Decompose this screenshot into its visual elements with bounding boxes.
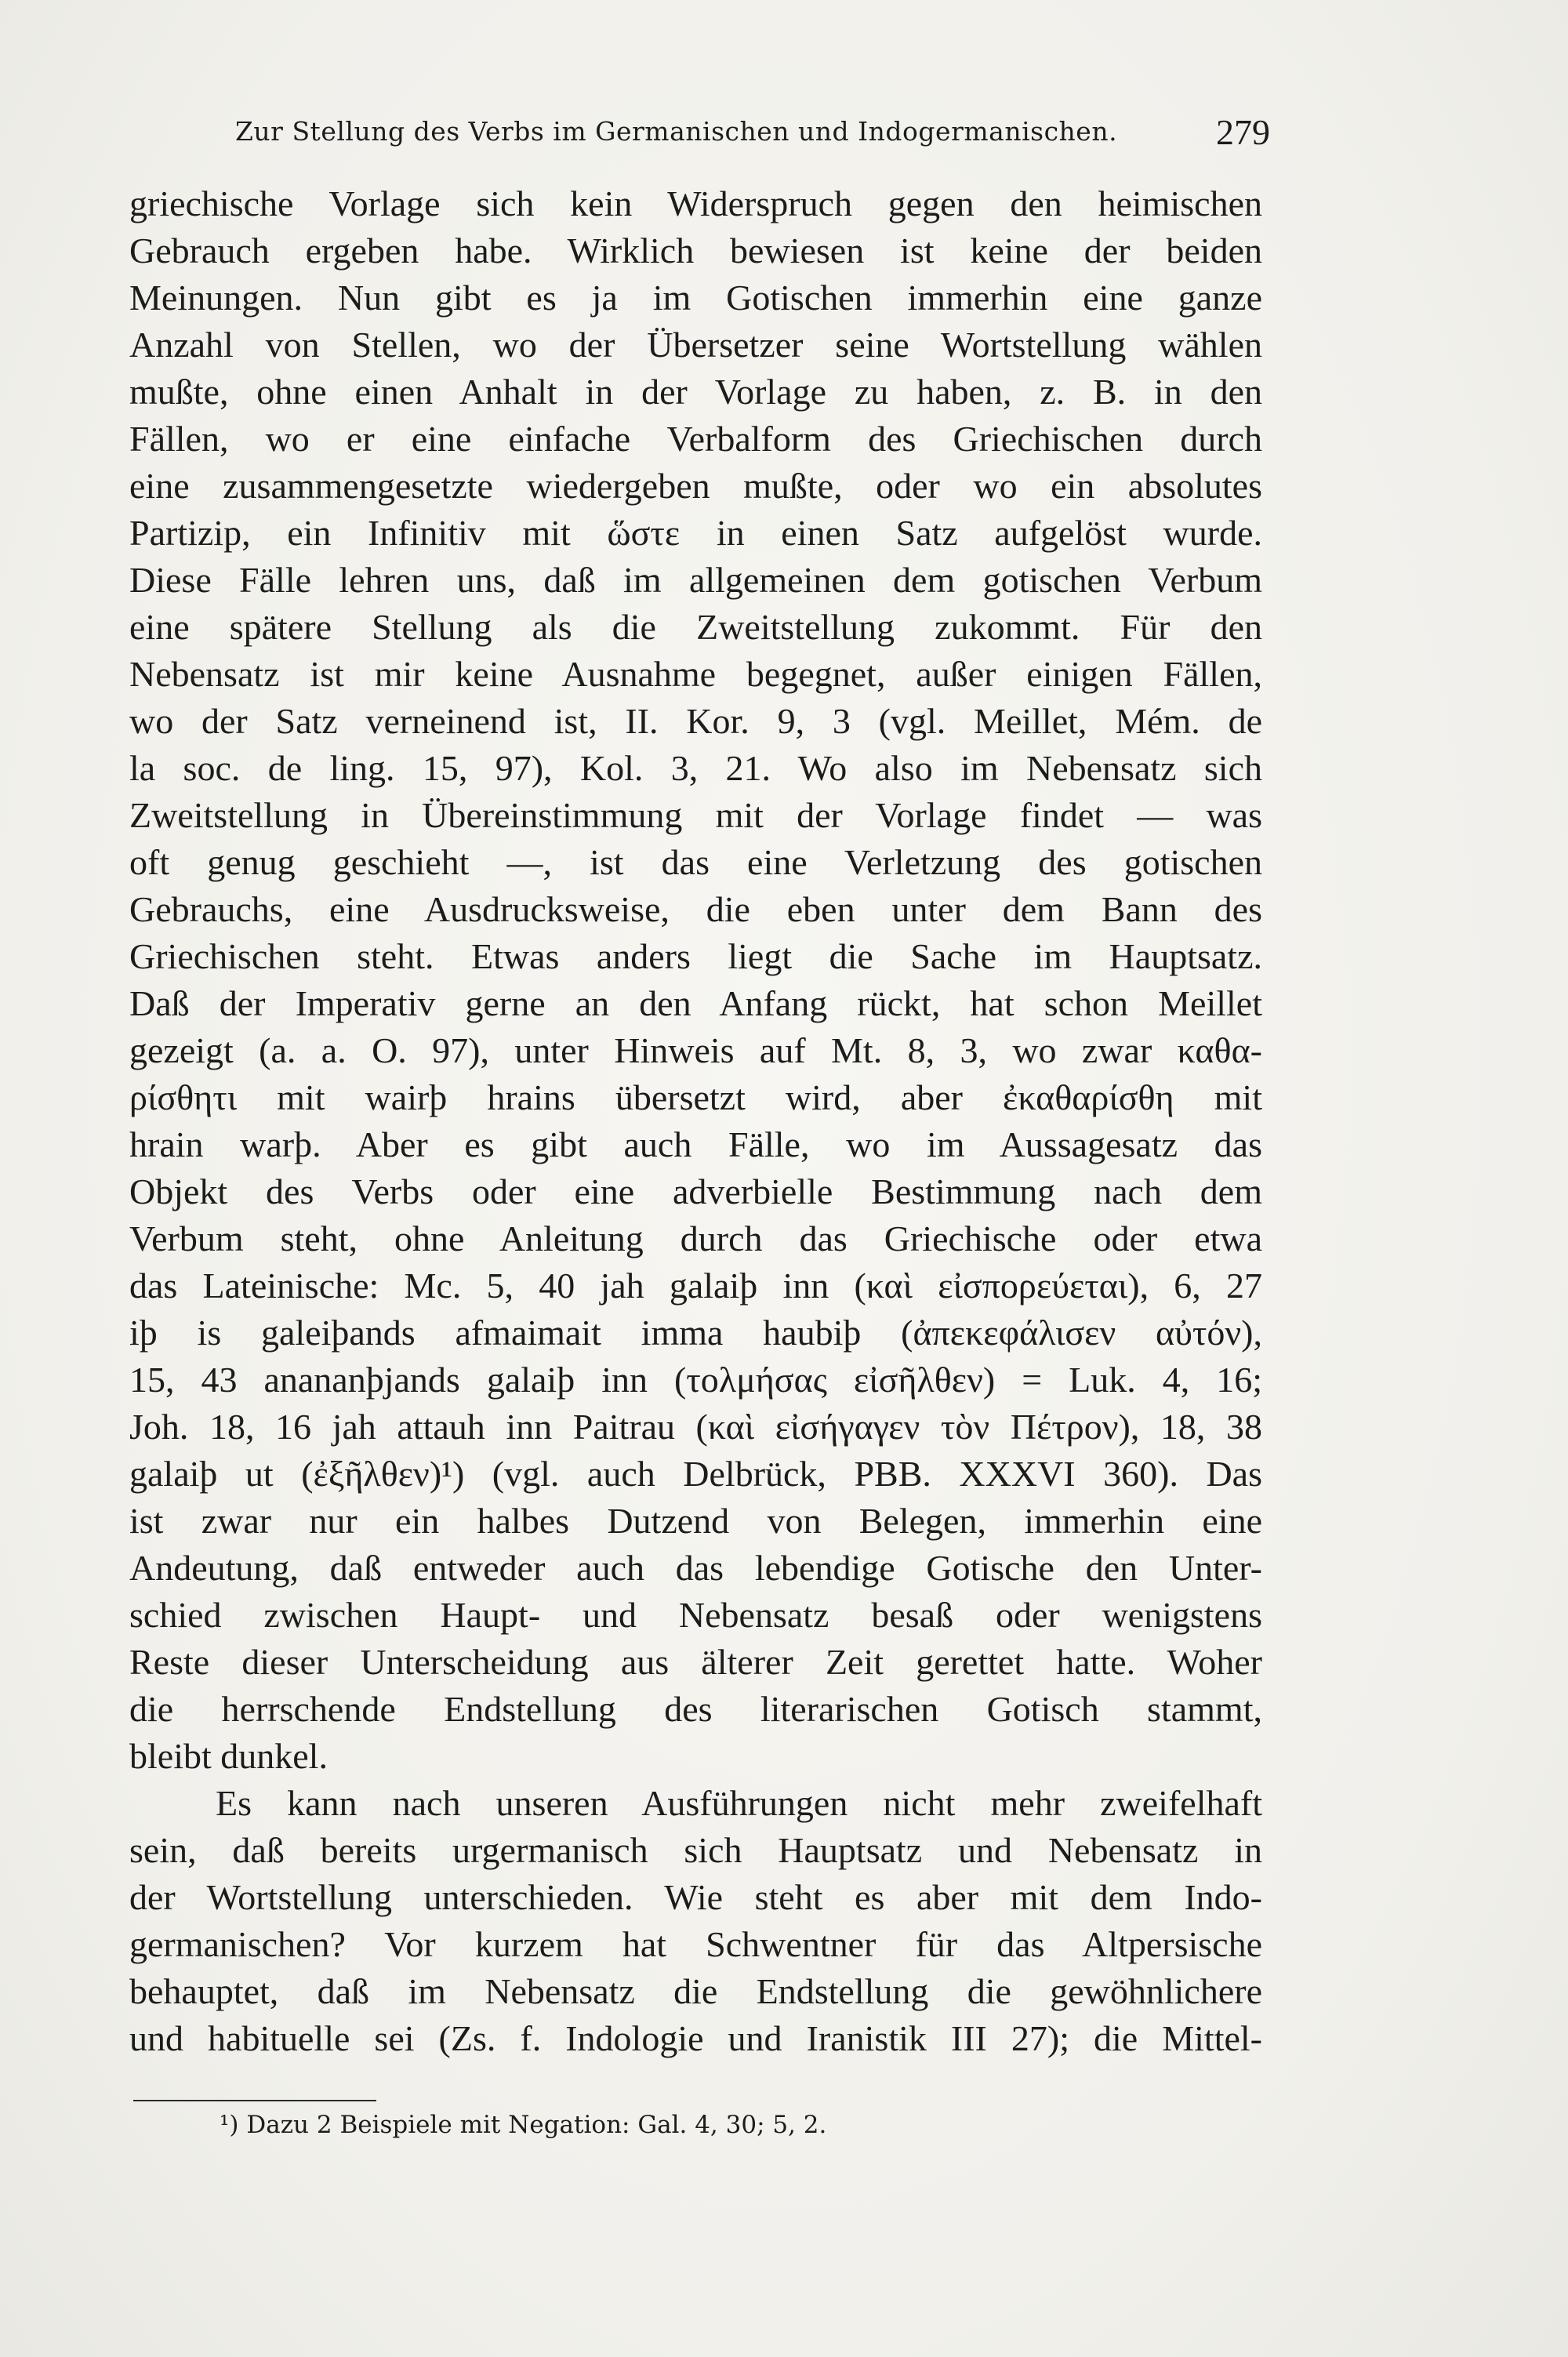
text-line: behauptet, daß im Nebensatz die Endstellung die gewöhnlichere [129,1971,1262,2011]
text-line: der Wortstellung unterschieden. Wie steht es aber mit dem Indo- [129,1877,1262,1917]
text-line: Daß der Imperativ gerne an den Anfang rückt, hat schon Meillet [129,983,1262,1023]
text-line: wo der Satz verneinend ist, II. Kor. 9, 3 (vgl. Meillet, Mém. de [129,701,1262,741]
text-line: iþ is galeiþands afmaimait imma haubiþ (ἀπεκεφάλισεν αὐτόν), [129,1313,1262,1353]
page-header [235,112,1270,163]
running-title: Zur Stellung des Verbs im Germanischen und Indogermanischen. [235,116,1118,147]
text-line: eine spätere Stellung als die Zweitstellung zukommt. Für den [129,607,1262,647]
text-line: ρίσθητι mit wairþ hrains übersetzt wird, aber ἐκαθαρίσθη mit [129,1077,1262,1117]
text-line: Verbum steht, ohne Anleitung durch das Griechische oder etwa [129,1218,1262,1258]
text-line: Griechischen steht. Etwas anders liegt die Sache im Hauptsatz. [129,936,1262,976]
text-line: ist zwar nur ein halbes Dutzend von Belegen, immerhin eine [129,1501,1262,1541]
text-line: Gebrauch ergeben habe. Wirklich bewiesen ist keine der beiden [129,231,1262,271]
text-line: Joh. 18, 16 jah attauh inn Paitrau (καὶ εἰσήγαγεν τὸν Πέτρον), 18, 38 [129,1407,1262,1447]
text-line: mußte, ohne einen Anhalt in der Vorlage zu haben, z. B. in den [129,372,1262,412]
body-text [129,180,1262,2062]
text-line: Anzahl von Stellen, wo der Übersetzer seine Wortstellung wählen [129,325,1262,365]
text-line: Gebrauchs, eine Ausdrucksweise, die eben unter dem Bann des [129,889,1262,929]
text-line: eine zusammengesetzte wiedergeben mußte, oder wo ein absolutes [129,466,1262,506]
footnote: ¹) Dazu 2 Beispiele mit Negation: Gal. 4, 30; 5, 2. [220,2111,827,2139]
text-line: gezeigt (a. a. O. 97), unter Hinweis auf Mt. 8, 3, wo zwar καθα- [129,1030,1262,1070]
text-line: Partizip, ein Infinitiv mit ὥστε in einen Satz aufgelöst wurde. [129,513,1262,553]
text-line: Diese Fälle lehren uns, daß im allgemeinen dem gotischen Verbum [129,560,1262,600]
text-line: Andeutung, daß entweder auch das lebendige Gotische den Unter- [129,1548,1262,1588]
text-line: germanischen? Vor kurzem hat Schwentner für das Altpersische [129,1924,1262,1964]
text-line: Es kann nach unseren Ausführungen nicht mehr zweifelhaft [216,1783,1262,1823]
text-line: 15, 43 anananþjands galaiþ inn (τολμήσας εἰσῆλθεν) = Luk. 4, 16; [129,1360,1262,1400]
text-line: griechische Vorlage sich kein Widerspruch gegen den heimischen [129,183,1262,223]
text-line: sein, daß bereits urgermanisch sich Hauptsatz und Nebensatz in [129,1830,1262,1870]
text-line: oft genug geschieht —, ist das eine Verletzung des gotischen [129,842,1262,882]
text-line: und habituelle sei (Zs. f. Indologie und Iranistik III 27); die Mittel- [129,2018,1262,2058]
text-line: Objekt des Verbs oder eine adverbielle Bestimmung nach dem [129,1171,1262,1211]
page-number: 279 [1216,112,1270,152]
text-line: schied zwischen Haupt- und Nebensatz besaß oder wenigstens [129,1595,1262,1635]
text-line: Nebensatz ist mir keine Ausnahme begegnet, außer einigen Fällen, [129,654,1262,694]
text-line: Zweitstellung in Übereinstimmung mit der Vorlage findet — was [129,795,1262,835]
text-line: bleibt dunkel. [129,1736,328,1776]
text-line: Meinungen. Nun gibt es ja im Gotischen immerhin eine ganze [129,278,1262,318]
text-line: Fällen, wo er eine einfache Verbalform des Griechischen durch [129,419,1262,459]
text-line: hrain warþ. Aber es gibt auch Fälle, wo im Aussagesatz das [129,1124,1262,1164]
text-line: galaiþ ut (ἐξῆλθεν)¹) (vgl. auch Delbrück, PBB. XXXVI 360). Das [129,1454,1262,1494]
text-line: Reste dieser Unterscheidung aus älterer Zeit gerettet hatte. Woher [129,1642,1262,1682]
text-line: das Lateinische: Mc. 5, 40 jah galaiþ inn (καὶ εἰσπορεύεται), 6, 27 [129,1266,1262,1306]
footnote-divider [133,2100,376,2101]
text-line: la soc. de ling. 15, 97), Kol. 3, 21. Wo also im Nebensatz sich [129,748,1262,788]
text-line: die herrschende Endstellung des literarischen Gotisch stammt, [129,1689,1262,1729]
